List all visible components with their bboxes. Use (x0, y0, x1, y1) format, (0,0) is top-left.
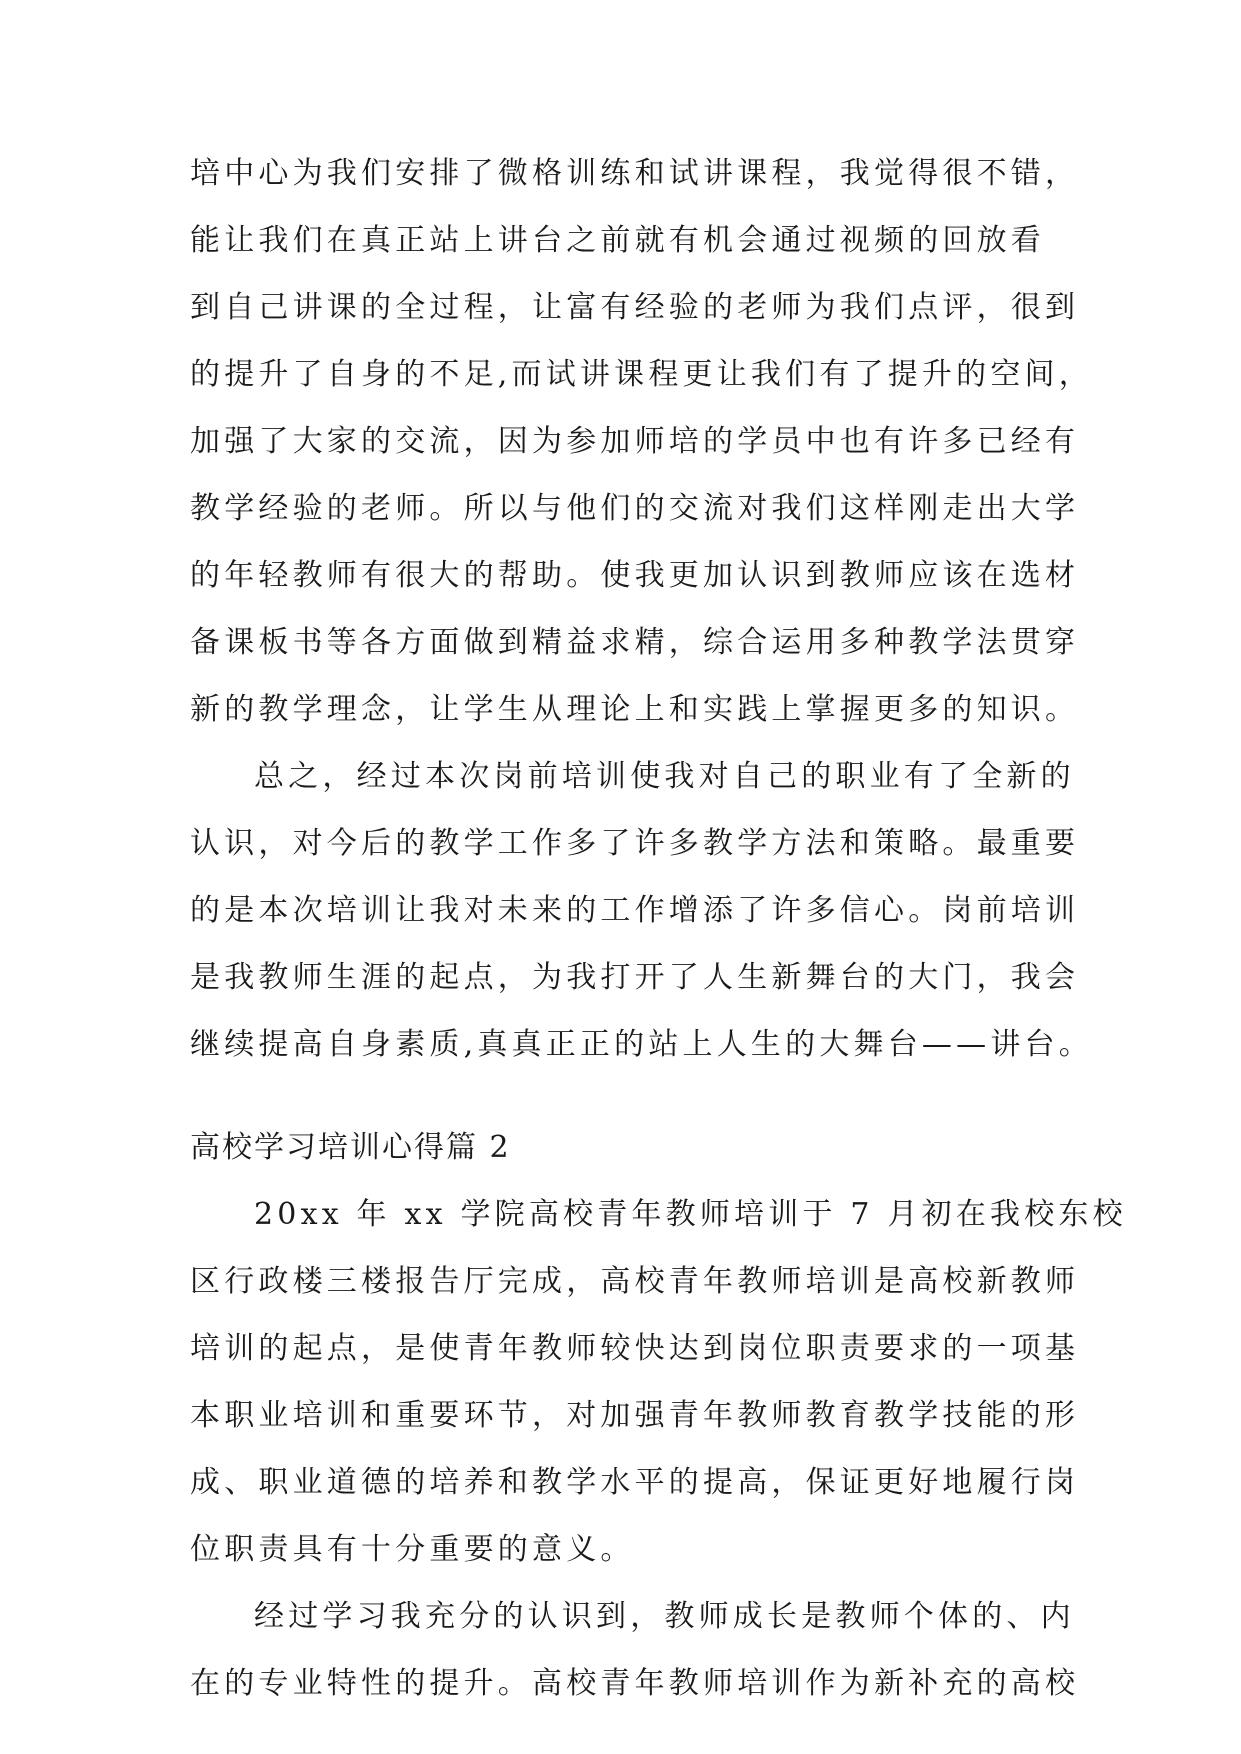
paragraph-line: 加强了大家的交流，因为参加师培的学员中也有许多已经有 (190, 424, 1080, 459)
paragraph-line: 成、职业道德的培养和教学水平的提高，保证更好地履行岗 (190, 1465, 1080, 1500)
paragraph-line: 位职责具有十分重要的意义。 (190, 1532, 635, 1567)
paragraph-line: 区行政楼三楼报告厅完成，高校青年教师培训是高校新教师 (190, 1264, 1080, 1299)
paragraph-line: 继续提高自身素质,真真正正的站上人生的大舞台——讲台。 (190, 1027, 1093, 1062)
paragraph-line: 培训的起点，是使青年教师较快达到岗位职责要求的一项基 (190, 1331, 1080, 1366)
paragraph-line: 能让我们在真正站上讲台之前就有机会通过视频的回放看 (190, 223, 1045, 258)
paragraph-line: 本职业培训和重要环节，对加强青年教师教育教学技能的形 (190, 1398, 1080, 1433)
paragraph-line: 总之，经过本次岗前培训使我对自己的职业有了全新的 (254, 759, 1075, 794)
paragraph-line: 在的专业特性的提升。高校青年教师培训作为新补充的高校 (190, 1666, 1080, 1701)
paragraph-line: 是我教师生涯的起点，为我打开了人生新舞台的大门，我会 (190, 960, 1080, 995)
paragraph-line: 的是本次培训让我对未来的工作增添了许多信心。岗前培训 (190, 893, 1080, 928)
section-heading: 高校学习培训心得篇 2 (190, 1130, 511, 1165)
paragraph-line: 经过学习我充分的认识到，教师成长是教师个体的、内 (254, 1599, 1075, 1634)
paragraph-line: 的提升了自身的不足,而试讲课程更让我们有了提升的空间， (190, 357, 1093, 392)
paragraph-line: 备课板书等各方面做到精益求精，综合运用多种教学法贯穿 (190, 625, 1080, 660)
paragraph-line: 教学经验的老师。所以与他们的交流对我们这样刚走出大学 (190, 491, 1080, 526)
paragraph-line: 新的教学理念，让学生从理论上和实践上掌握更多的知识。 (190, 692, 1080, 727)
paragraph-line: 培中心为我们安排了微格训练和试讲课程，我觉得很不错， (190, 156, 1080, 191)
paragraph-line: 20xx 年 xx 学院高校青年教师培训于 7 月初在我校东校 (254, 1197, 1127, 1232)
paragraph-line: 认识，对今后的教学工作多了许多教学方法和策略。最重要 (190, 826, 1080, 861)
paragraph-line: 到自己讲课的全过程，让富有经验的老师为我们点评，很到 (190, 290, 1080, 325)
paragraph-line: 的年轻教师有很大的帮助。使我更加认识到教师应该在选材 (190, 558, 1080, 593)
